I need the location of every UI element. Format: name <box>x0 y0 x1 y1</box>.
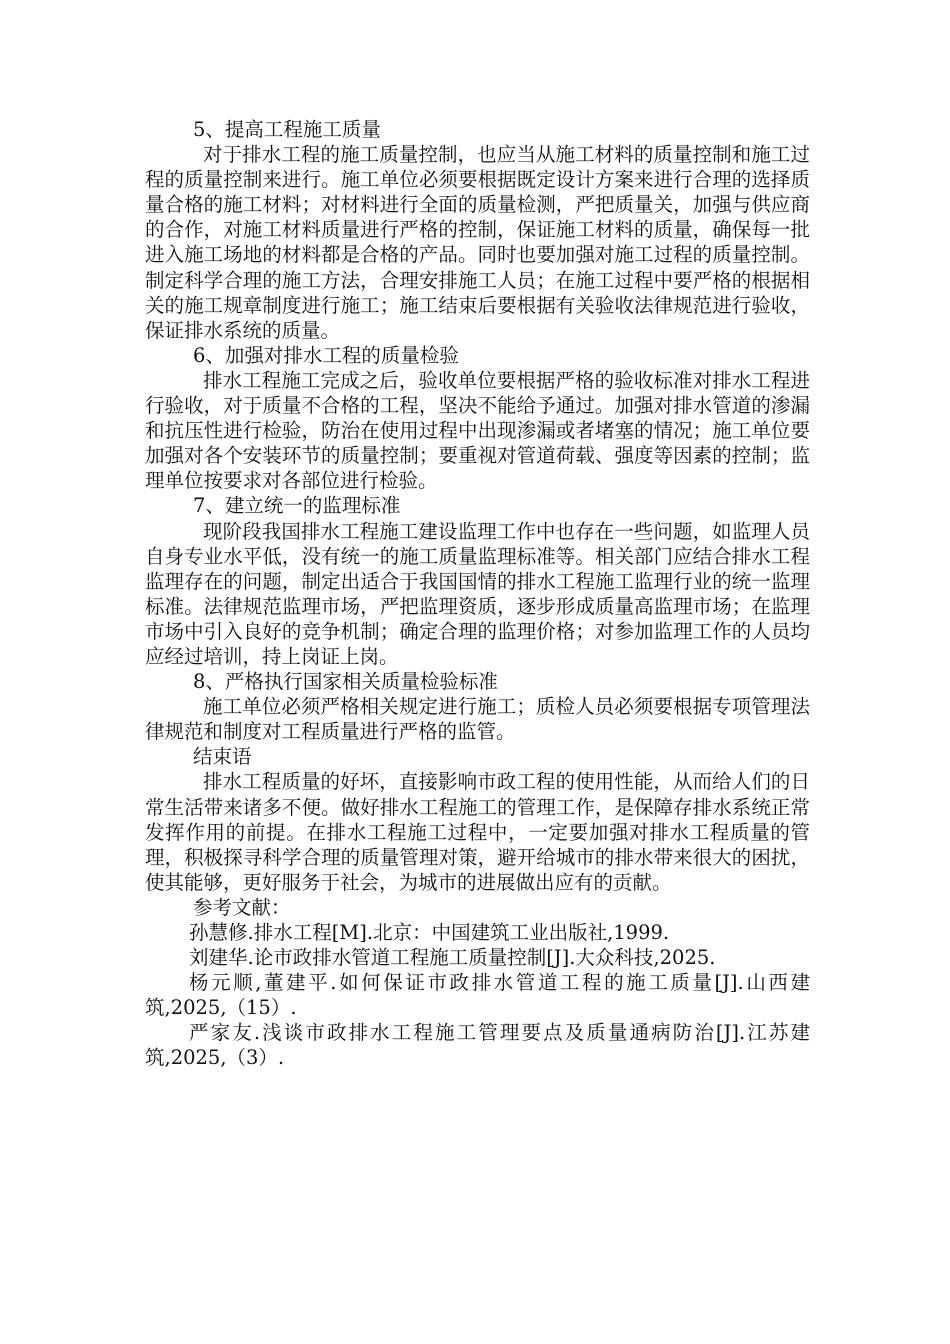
reference-item-2: 刘建华.论市政排水管道工程施工质量控制[J].大众科技,2025. <box>189 946 716 970</box>
paragraph-quality-inspection: 排水工程施工完成之后，验收单位要根据严格的验收标准对排水工程进行验收，对于质量不合格的工程，坚决不能给予通过。加强对排水管道的渗漏和抗压性进行检验，防治在使用过程中出现渗漏或者堵塞的情况；施工单位要加强对各个安装环节的质量控制；要重视对管道荷载、强度等因素的控制；监理单位按要求对各部位进行检验。 <box>145 368 810 493</box>
reference-item-1: 孙慧修.排水工程[M].北京：中国建筑工业出版社,1999. <box>189 921 670 944</box>
paragraph-national-standards: 施工单位必须严格相关规定进行施工；质检人员必须要根据专项管理法律规范和制度对工程质量进行严格的监管。 <box>145 695 810 744</box>
paragraph-conclusion: 排水工程质量的好坏，直接影响市政工程的使用性能，从而给人们的日常生活带来诸多不便。做好排水工程施工的管理工作，是保障存排水系统正常发挥作用的前提。在排水工程施工过程中，一定要加强对排水工程质量的管理，积极探寻科学合理的质量管理对策，避开给城市的排水带来很大的困扰，使其能够，更好服务于社会，为城市的进展做出应有的贡献。 <box>145 770 810 894</box>
paragraph-supervision-standard: 现阶段我国排水工程施工建设监理工作中也存在一些问题，如监理人员自身专业水平低，没有统一的施工质量监理标准等。相关部门应结合排水工程监理存在的问题，制定出适合于我国国情的排水工程施工监理行业的统一监理标准。法律规范监理市场，严把监理资质，逐步形成质量高监理市场；在监理市场中引入良好的竞争机制；确定合理的监理价格；对参加监理工作的人员均应经过培训，持上岗证上岗。 <box>145 519 810 668</box>
section-heading-7: 7、建立统一的监理标准 <box>193 494 401 518</box>
reference-item-4: 严家友.浅谈市政排水工程施工管理要点及质量通病防治[J].江苏建筑,2025,（3）. <box>145 1021 810 1070</box>
paragraph-construction-quality: 对于排水工程的施工质量控制，也应当从施工材料的质量控制和施工过程的质量控制来进行。施工单位必须要根据既定设计方案来进行合理的选择质量合格的施工材料；对材料进行全面的质量检测，严把质量关，加强与供应商的合作，对施工材料质量进行严格的控制，保证施工材料的质量，确保每一批进入施工场地的材料都是合格的产品。同时也要加强对施工过程的质量控制。制定科学合理的施工方法，合理安排施工人员；在施工过程中要严格的根据相关的施工规章制度进行施工；施工结束后要根据有关验收法律规范进行验收，保证排水系统的质量。 <box>145 143 810 342</box>
conclusion-heading: 结束语 <box>193 745 252 769</box>
section-heading-5: 5、提高工程施工质量 <box>193 118 381 141</box>
section-heading-8: 8、严格执行国家相关质量检验标准 <box>193 670 498 694</box>
document-body <box>145 117 810 1071</box>
references-heading: 参考文献： <box>193 895 291 919</box>
reference-item-3: 杨元顺,董建平.如何保证市政排水管道工程的施工质量[J].山西建筑,2025,（15）. <box>145 971 810 1020</box>
section-heading-6: 6、加强对排水工程的质量检验 <box>193 343 459 367</box>
